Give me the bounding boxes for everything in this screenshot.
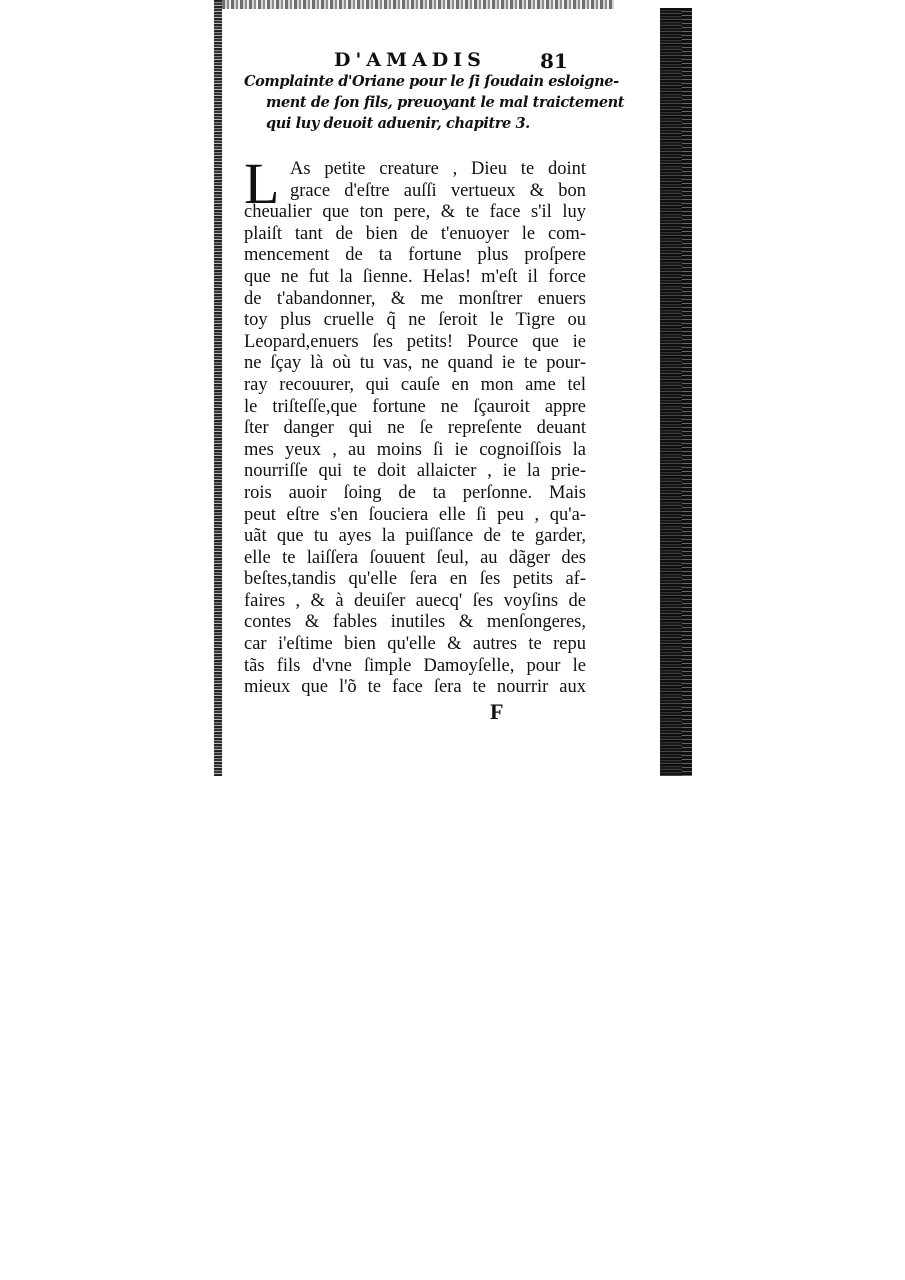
text-line: toy plus cruelle q̃ ne ſeroit le Tigre ou: [244, 310, 586, 331]
text-line: ſter danger qui ne ſe repreſente deuant: [244, 418, 586, 439]
text-line: As petite creature , Dieu te doint: [290, 159, 586, 179]
chapter-heading-line: qui luy deuoit aduenir, chapitre 3.: [266, 115, 530, 132]
text-line: elle te laiſſera ſouuent ſeul, au dãger des: [244, 547, 586, 568]
signature-mark: F: [490, 699, 504, 724]
text-line: nourriſſe qui te doit allaicter , ie la prie-: [244, 461, 586, 482]
book-fore-edge: [660, 8, 692, 776]
text-line: grace d'eſtre auſſi vertueux & bon: [290, 180, 586, 201]
page-left-edge-shadow: [214, 0, 222, 776]
chapter-heading: [244, 71, 625, 134]
running-head: D'AMADIS: [334, 49, 486, 71]
text-line: uãt que tu ayes la puiſſance de te garder,: [244, 526, 586, 547]
text-line: ray recouurer, qui cauſe en mon ame tel: [244, 374, 586, 395]
text-line: mencement de ta fortune plus proſpere: [244, 245, 586, 266]
text-line: mes yeux , au moins ſi ie cognoiſſois la: [244, 439, 586, 460]
text-line: tãs fils d'vne ſimple Damoyſelle, pour le: [244, 655, 586, 676]
page-number: 81: [540, 49, 568, 73]
body-text: [244, 159, 586, 699]
text-line: beſtes,tandis qu'elle ſera en ſes petits af-: [244, 569, 586, 590]
text-line: le triſteſſe,que fortune ne ſçauroit appre: [244, 396, 586, 417]
chapter-heading-line: ment de ſon fils, preuoyant le mal traictement: [266, 94, 625, 111]
text-line: Leopard,enuers ſes petits! Pource que ie: [244, 331, 586, 352]
text-line: rois auoir ſoing de ta perſonne. Mais: [244, 482, 586, 503]
text-line: que ne fut la ſienne. Helas! m'eſt il force: [244, 266, 586, 287]
text-line: cheualier que ton pere, & te face s'il luy: [244, 202, 586, 223]
scanned-book-page: [214, 0, 692, 776]
page-top-edge-shadow: [222, 0, 614, 9]
text-line: peut eſtre s'en ſouciera elle ſi peu , qu'a-: [244, 504, 586, 525]
text-line: ne ſçay là où tu vas, ne quand ie te pour-: [244, 353, 586, 374]
text-line: mieux que l'õ te face ſera te nourrir aux: [244, 677, 586, 698]
text-line: plaiſt tant de bien de t'enuoyer le com-: [244, 223, 586, 244]
chapter-heading-line: Complainte d'Oriane pour le ſi ſoudain esloigne-: [244, 73, 619, 90]
drop-cap-initial: L: [244, 151, 280, 216]
text-line: de t'abandonner, & me monſtrer enuers: [244, 288, 586, 309]
page-sheet: [222, 9, 660, 776]
text-line: contes & fables inutiles & menſongeres,: [244, 612, 586, 633]
text-line: car i'eſtime bien qu'elle & autres te repu: [244, 634, 586, 655]
text-line: faires , & à deuiſer auecq' ſes voyſins de: [244, 590, 586, 611]
